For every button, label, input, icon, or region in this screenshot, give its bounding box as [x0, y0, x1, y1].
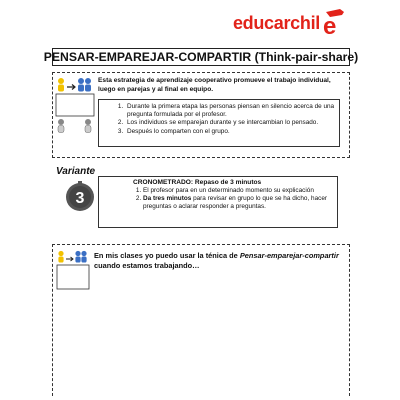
- step-item: 3. Después lo comparten con el grupo.: [125, 128, 339, 136]
- variante-heading: Variante: [56, 166, 96, 177]
- steps-list: [99, 103, 339, 136]
- step-item: 1. Durante la primera etapa las personas piensan en silencio acerca de una pregunta formulada por el profesor.: [125, 103, 339, 119]
- person-pair-icon: [75, 251, 86, 263]
- svg-text:e: e: [323, 13, 337, 38]
- reflection-prompt: En mis clases yo puedo usar la ténica de Pensar-emparejar-compartir cuando estamos trabajando…: [94, 251, 339, 270]
- person-pair-icon: [78, 78, 91, 92]
- stopwatch-icon: [64, 180, 96, 212]
- step-item: 2. Los individuos se emparejan durante y se intercambian lo pensado.: [125, 119, 339, 127]
- page-title: [43, 48, 359, 66]
- person-icon: [58, 251, 63, 263]
- cronometrado-list: [123, 187, 343, 212]
- think-pair-share-small-icon: [56, 250, 90, 290]
- logo-mark-icon: [320, 8, 348, 38]
- cronometrado-title: CRONOMETRADO: Repaso de 3 minutos: [133, 179, 262, 186]
- svg-text:3: 3: [75, 190, 85, 207]
- person-icon: [58, 78, 64, 92]
- group-icon: [58, 119, 91, 133]
- cronometrado-item: 2. Da tres minutos para revisar en grupo lo que se ha dicho, hacer preguntas o aclarar responder a preguntas.: [143, 195, 343, 211]
- steps-box: [98, 99, 340, 147]
- page-title-text: PENSAR-EMPAREJAR-COMPARTIR (Think-pair-share): [43, 50, 359, 64]
- intro-text: Esta estrategia de aprendizaje cooperativo promueve el trabajo individual, luego en parejas y al final en equipo.: [98, 77, 331, 93]
- logo-text: educarchil: [232, 12, 320, 33]
- think-pair-share-diagram-icon: [55, 77, 95, 135]
- cronometrado-item: 1. El profesor para en un determinado momento su explicación: [143, 187, 343, 195]
- cronometrado-box: [98, 176, 338, 228]
- educarchile-logo: [233, 6, 348, 40]
